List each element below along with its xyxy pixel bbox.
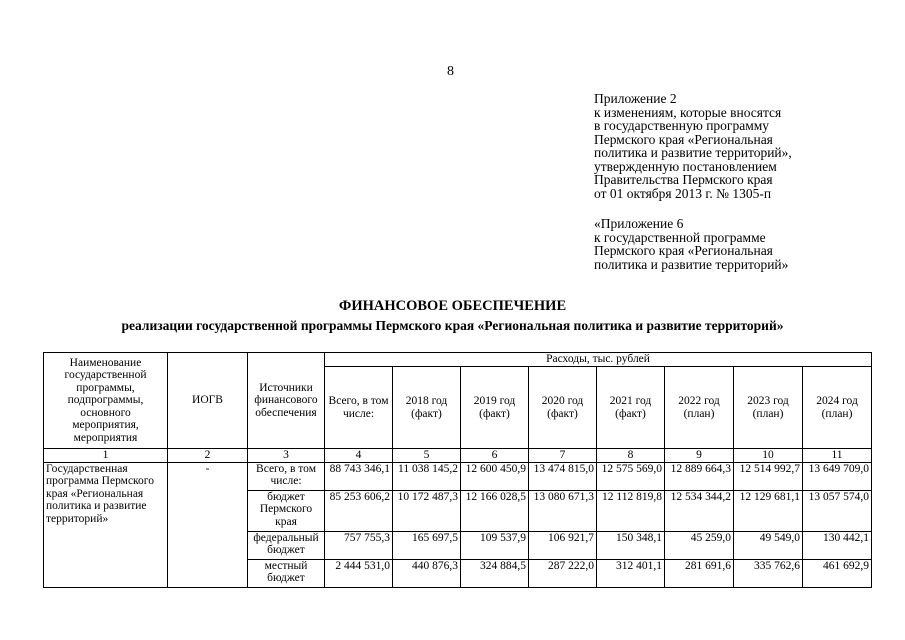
column-number: 1 xyxy=(44,449,168,463)
source-label: Всего, в том числе: xyxy=(248,462,325,490)
header-name: Наименование государственной программы, подпрограммы, основного мероприятия, мероприятия xyxy=(44,353,168,449)
header-sources: Источники финансового обеспечения xyxy=(248,353,325,449)
value-cell: 324 884,5 xyxy=(461,559,529,587)
program-name: Государственная программа Пермского края «Региональная политика и развитие территорий» xyxy=(44,462,168,587)
value-cell: 165 697,5 xyxy=(393,531,461,559)
value-cell: 13 057 574,0 xyxy=(803,490,872,531)
header-year: 2019 год (факт) xyxy=(461,367,529,449)
appendix-2-line: от 01 октября 2013 г. № 1305-п xyxy=(594,185,772,201)
value-cell: 130 442,1 xyxy=(803,531,872,559)
header-year: 2024 год (план) xyxy=(803,367,872,449)
appendix-2-line: к изменениям, которые вносятся xyxy=(594,104,782,120)
value-cell: 45 259,0 xyxy=(665,531,734,559)
appendix-2-line: Пермского края «Региональная xyxy=(594,131,773,147)
value-cell: 335 762,6 xyxy=(734,559,803,587)
program-iogv: - xyxy=(168,462,248,587)
value-cell: 106 921,7 xyxy=(529,531,597,559)
appendix-2-line: утвержденную постановлением xyxy=(594,158,777,174)
value-cell: 440 876,3 xyxy=(393,559,461,587)
value-cell: 461 692,9 xyxy=(803,559,872,587)
value-cell: 281 691,6 xyxy=(665,559,734,587)
value-cell: 10 172 487,3 xyxy=(393,490,461,531)
value-cell: 49 549,0 xyxy=(734,531,803,559)
header-expenses: Расходы, тыс. рублей xyxy=(325,353,872,367)
value-cell: 12 600 450,9 xyxy=(461,462,529,490)
column-number: 11 xyxy=(803,449,872,463)
value-cell: 13 080 671,3 xyxy=(529,490,597,531)
value-cell: 11 038 145,2 xyxy=(393,462,461,490)
header-year: 2018 год (факт) xyxy=(393,367,461,449)
financing-table xyxy=(43,352,872,588)
appendix-6-line: политика и развитие территорий» xyxy=(594,256,789,272)
appendix-6-line: к государственной программе xyxy=(594,229,766,245)
value-cell: 757 755,3 xyxy=(325,531,393,559)
value-cell: 312 401,1 xyxy=(597,559,665,587)
appendix-2-line: политика и развитие территорий», xyxy=(594,145,792,160)
value-cell: 2 444 531,0 xyxy=(325,559,393,587)
value-cell: 150 348,1 xyxy=(597,531,665,559)
appendix-2-line: в государственную программу xyxy=(594,118,770,133)
column-number: 2 xyxy=(168,449,248,463)
header-total: Всего, в том числе: xyxy=(325,367,393,449)
value-cell: 12 514 992,7 xyxy=(734,462,803,490)
column-number: 6 xyxy=(461,449,529,463)
value-cell: 12 166 028,5 xyxy=(461,490,529,531)
document-title: ФИНАНСОВОЕ ОБЕСПЕЧЕНИЕ xyxy=(338,298,567,314)
column-number: 7 xyxy=(529,449,597,463)
header-year: 2021 год (факт) xyxy=(597,367,665,449)
column-number-row xyxy=(44,449,872,463)
column-number: 10 xyxy=(734,449,803,463)
value-cell: 12 889 664,3 xyxy=(665,462,734,490)
value-cell: 12 129 681,1 xyxy=(734,490,803,531)
appendix-2-line: Приложение 2 xyxy=(594,91,677,106)
value-cell: 12 575 569,0 xyxy=(597,462,665,490)
appendix-6-line: «Приложение 6 xyxy=(594,216,684,231)
column-number: 3 xyxy=(248,449,325,463)
appendix-2-line: Правительства Пермского края xyxy=(594,172,773,187)
value-cell: 287 222,0 xyxy=(529,559,597,587)
column-number: 9 xyxy=(665,449,734,463)
value-cell: 85 253 606,2 xyxy=(325,490,393,531)
header-iogv: ИОГВ xyxy=(168,353,248,449)
source-label: местный бюджет xyxy=(248,559,325,587)
appendix-6-block xyxy=(594,217,788,271)
source-label: федеральный бюджет xyxy=(248,531,325,559)
table-row xyxy=(44,462,872,490)
value-cell: 13 649 709,0 xyxy=(803,462,872,490)
value-cell: 12 112 819,8 xyxy=(597,490,665,531)
value-cell: 12 534 344,2 xyxy=(665,490,734,531)
column-number: 8 xyxy=(597,449,665,463)
appendix-2-block xyxy=(594,92,792,200)
page-number: 8 xyxy=(447,64,454,79)
column-number: 4 xyxy=(325,449,393,463)
source-label: бюджет Пермского края xyxy=(248,490,325,531)
value-cell: 13 474 815,0 xyxy=(529,462,597,490)
header-year: 2022 год (план) xyxy=(665,367,734,449)
value-cell: 88 743 346,1 xyxy=(325,462,393,490)
header-year: 2023 год (план) xyxy=(734,367,803,449)
appendix-6-line: Пермского края «Региональная xyxy=(594,243,773,258)
header-year: 2020 год (факт) xyxy=(529,367,597,449)
document-subtitle: реализации государственной программы Пермского края «Региональная политика и развитие территорий» xyxy=(121,318,784,333)
value-cell: 109 537,9 xyxy=(461,531,529,559)
column-number: 5 xyxy=(393,449,461,463)
